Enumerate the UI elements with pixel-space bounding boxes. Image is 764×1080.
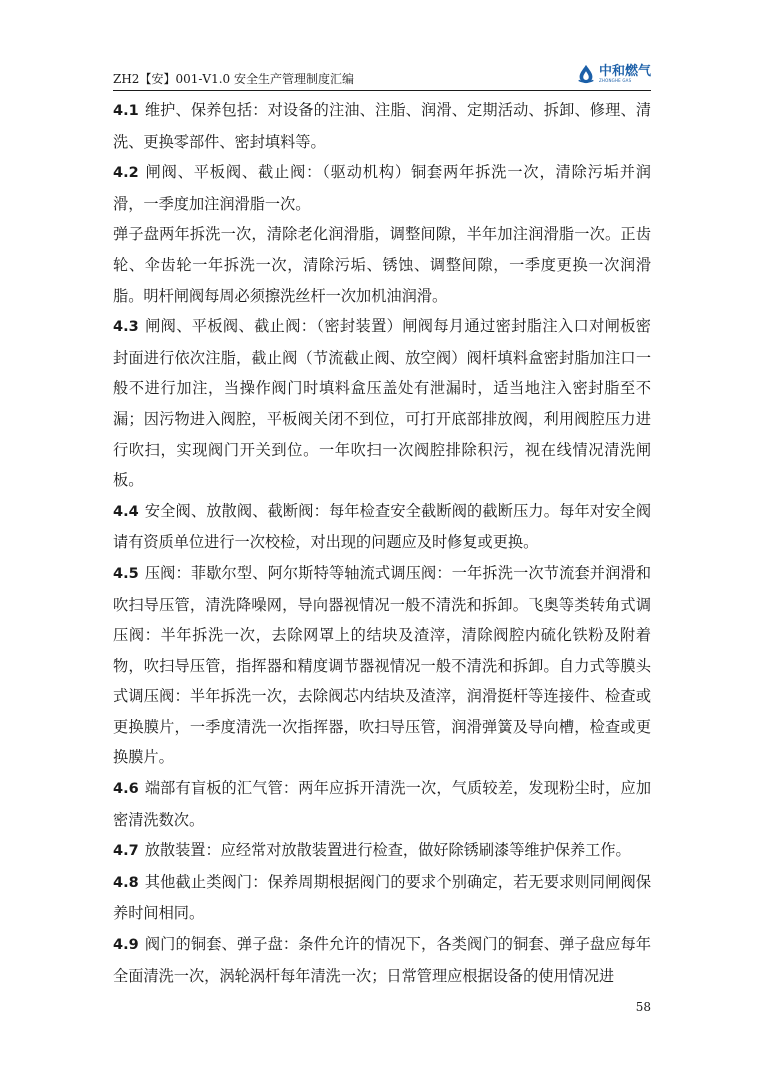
paragraph-text: 闸阀、平板阀、截止阀：（密封装置）闸阀每月通过密封脂注入口对闸板密封面进行依次注脂，截止阀（节流截止阀、放空阀）阀杆填料盒密封脂加注口一般不进行加注，当操作阀门时填料盒压盖处有泄漏时，适当地注入密封脂至不漏；因污物进入阀腔，平板阀关闭不到位，可打开底部排放阀，利用阀腔压力进行吹扫，实现阀门开关到位。一年吹扫一次阀腔排除积污，视在线情况清洗闸板。 xyxy=(113,317,651,490)
clause-number: 4.8 xyxy=(113,874,139,891)
clause-number: 4.5 xyxy=(113,565,139,582)
clause-number: 4.1 xyxy=(113,103,139,119)
paragraph-4-8 xyxy=(113,867,651,929)
paragraph-4-7 xyxy=(113,835,651,867)
paragraph-text: 安全阀、放散阀、截断阀：每年检查安全截断阀的截断压力。每年对安全阀请有资质单位进行一次校检，对出现的问题应及时修复或更换。 xyxy=(113,501,651,552)
paragraph-text: 放散装置：应经常对放散装置进行检查，做好除锈刷漆等维护保养工作。 xyxy=(144,841,631,860)
paragraph-4-2-continued xyxy=(113,219,651,311)
paragraph-text: 弹子盘两年拆洗一次，清除老化润滑脂，调整间隙，半年加注润滑脂一次。正齿轮、伞齿轮一年拆洗一次，清除污垢、锈蚀、调整间隙，一季度更换一次润滑脂。明杆闸阀每周必须擦洗丝杆一次加机油润滑。 xyxy=(113,225,651,305)
clause-number: 4.6 xyxy=(113,781,139,798)
paragraph-text: 维护、保养包括：对设备的注油、注脂、润滑、定期活动、拆卸、修理、清洗、更换零部件、密封填料等。 xyxy=(113,101,651,151)
document-body xyxy=(113,95,651,991)
clause-number: 4.7 xyxy=(113,843,139,860)
paragraph-4-2 xyxy=(113,157,651,219)
paragraph-text: 压阀：菲歇尔型、阿尔斯特等轴流式调压阀：一年拆洗一次节流套并润滑和吹扫导压管，清洗降噪网，导向器视情况一般不清洗和拆卸。飞奥等类转角式调压阀：半年拆洗一次，去除网罩上的结块及渣滓，清除阀腔内硫化铁粉及附着物，吹扫导压管，指挥器和精度调节器视情况一般不清洗和拆卸。自力式等膜头式调压阀：半年拆洗一次，去除阀芯内结块及渣滓，润滑挺杆等连接件、检查或更换膜片，一季度清洗一次指挥器，吹扫导压管，润滑弹簧及导向槽，检查或更换膜片。 xyxy=(113,563,651,767)
paragraph-4-9 xyxy=(113,929,651,991)
clause-number: 4.2 xyxy=(113,165,139,182)
paragraph-4-3 xyxy=(113,311,651,496)
header-divider xyxy=(113,90,651,91)
page-number: 58 xyxy=(635,1000,651,1014)
flame-drop-icon xyxy=(575,63,597,85)
clause-number: 4.4 xyxy=(113,503,139,520)
paragraph-4-6 xyxy=(113,773,651,835)
logo-wordmark xyxy=(598,63,651,83)
logo-text: 中和燃气 xyxy=(598,63,651,79)
logo-subtext: ZHONGHE GAS xyxy=(598,77,632,83)
document-title: ZH2【安】001-V1.0 安全生产管理制度汇编 xyxy=(113,72,354,86)
page-header xyxy=(113,62,651,88)
paragraph-4-1 xyxy=(113,95,651,157)
paragraph-text: 闸阀、平板阀、截止阀：（驱动机构）铜套两年拆洗一次，清除污垢并润滑，一季度加注润滑脂一次。 xyxy=(113,163,651,213)
clause-number: 4.9 xyxy=(113,937,139,954)
paragraph-text: 阀门的铜套、弹子盘：条件允许的情况下，各类阀门的铜套、弹子盘应每年全面清洗一次，涡轮涡杆每年清洗一次；日常管理应根据设备的使用情况进 xyxy=(113,935,651,985)
paragraph-text: 其他截止类阀门：保养周期根据阀门的要求个别确定，若无要求则同闸阀保养时间相同。 xyxy=(113,872,651,923)
paragraph-4-4 xyxy=(113,496,651,558)
clause-number: 4.3 xyxy=(113,319,139,336)
paragraph-4-5 xyxy=(113,558,651,773)
paragraph-text: 端部有盲板的汇气管：两年应拆开清洗一次，气质较差，发现粉尘时，应加密清洗数次。 xyxy=(113,779,651,829)
company-logo xyxy=(575,62,651,86)
